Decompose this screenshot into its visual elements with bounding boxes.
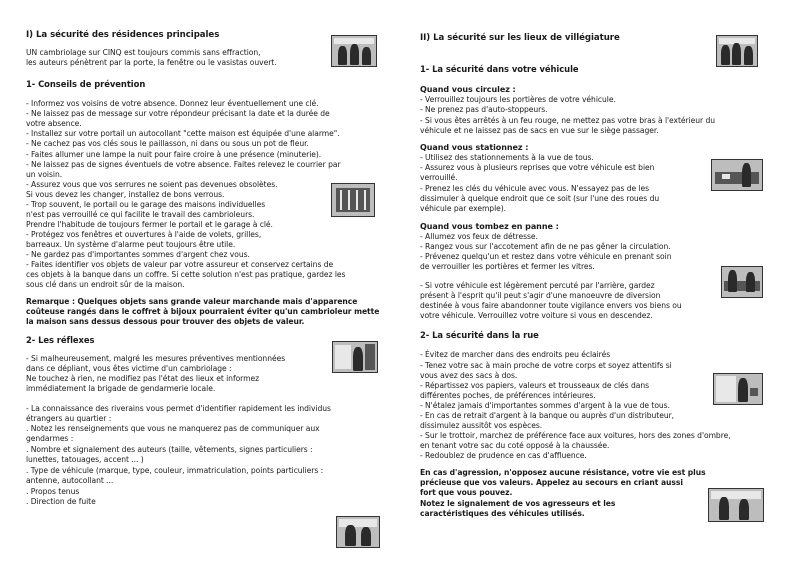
text-line: lunettes, tatouages, accent ... )	[26, 455, 144, 464]
sub-heading-panne: Quand vous tombez en panne :	[420, 222, 559, 231]
text-line: - Sur le trottoir, marchez de préférence face aux voitures, hors des zones d'ombre,	[420, 431, 731, 440]
text-line: - Assurez vous que vos serrures ne soient pas devenues obsolètes.	[26, 180, 278, 189]
text-line: n'est pas verrouillé ce qui facilite le travail des cambrioleurs.	[26, 210, 255, 219]
text-line: - Prévenez quelqu'un et restez dans votre véhicule en prenant soin	[420, 252, 672, 261]
text-line: - Si vous êtes arrêtés à un feu rouge, ne mettez pas votre bras à l'extérieur du	[420, 116, 716, 125]
text-line: verrouillé.	[420, 173, 458, 182]
text-line: - Ne cachez pas vos clés sous le paillasson, ni dans ou sous un pot de fleur.	[26, 139, 309, 148]
text-line: en tenant votre sac du coté opposé à la chaussée.	[420, 441, 610, 450]
text-line: un voisin.	[26, 170, 63, 179]
text-line: votre véhicule. Verrouillez votre voiture si vous en descendez.	[420, 311, 653, 320]
text-line: véhicule et ne laissez pas de sacs en vue sur le siège passager.	[420, 126, 659, 135]
text-line: - Répartissez vos papiers, valeurs et trousseaux de clés dans	[420, 381, 649, 390]
subsection-title-street: 2- La sécurité dans la rue	[420, 330, 539, 340]
sub-heading-stationnez: Quand vous stationnez :	[420, 143, 529, 152]
text-line: . Notez les renseignements que vous ne manquerez pas de communiquer aux	[26, 424, 320, 433]
photo-gendarmes-house	[331, 35, 377, 67]
text-line: - Rangez vous sur l'accotement afin de ne pas gêner la circulation.	[420, 242, 671, 251]
text-line: - Si votre véhicule est légèrement percuté par l'arrière, gardez	[420, 281, 655, 290]
text-line: - En cas de retrait d'argent à la banque ou auprès d'un distributeur,	[420, 411, 675, 420]
text-line: votre absence.	[26, 119, 82, 128]
text-line: - Allumez vos feux de détresse.	[420, 232, 538, 241]
text-line: destinée à vous faire abandonner toute vigilance envers vos biens ou	[420, 301, 682, 310]
text-line: sous clé dans un endroit sûr de la maison.	[26, 280, 185, 289]
warning-line: précieuse que vos valeurs. Appelez au secours en criant aussi	[420, 478, 683, 487]
warning-line: fort que vous pouvez.	[420, 488, 513, 497]
text-line: - Assurez vous à plusieurs reprises que votre véhicule est bien	[420, 163, 655, 172]
photo-gendarme-investigation	[336, 516, 380, 548]
text-line: - N'étalez jamais d'importantes sommes d'argent à la vue de tous.	[420, 401, 670, 410]
text-line: Si vous devez les changer, installez de bons verrous.	[26, 190, 225, 199]
text-line: dans ce dépliant, vous êtes victime d'un cambriolage :	[26, 364, 232, 373]
photo-window-grille	[331, 183, 375, 217]
photo-car-breakdown	[721, 266, 763, 298]
text-line: étrangers au quartier :	[26, 414, 112, 423]
photo-gendarme-door	[332, 341, 378, 373]
subsection-title-reflexes: 2- Les réflexes	[26, 335, 95, 345]
text-line: - Faites identifier vos objets de valeur par votre assureur et conservez certains de	[26, 260, 334, 269]
photo-parked-car	[711, 159, 763, 191]
text-line: Ne touchez à rien, ne modifiez pas l'état des lieux et informez	[26, 374, 260, 383]
text-line: . Direction de fuite	[26, 497, 96, 506]
text-line: - Informez vos voisins de votre absence. Donnez leur éventuellement une clé.	[26, 99, 319, 108]
text-line: dissimulez aussitôt vos espèces.	[420, 421, 543, 430]
text-line: - Prenez les clés du véhicule avec vous. N'essayez pas de les	[420, 184, 650, 193]
text-line: - Ne laissez pas de message sur votre répondeur précisant la date et la durée de	[26, 109, 330, 118]
text-line: immédiatement la brigade de gendarmerie locale.	[26, 384, 216, 393]
remark-line: Remarque : Quelques objets sans grande valeur marchande mais d'apparence	[26, 297, 358, 306]
remark-line: la maison sans dessus dessous pour trouver des objets de valeur.	[26, 317, 305, 326]
text-line: différentes poches, de préférences intérieures.	[420, 391, 596, 400]
text-line: - Faites allumer une lampe la nuit pour faire croire à une présence (minuterie).	[26, 150, 322, 159]
photo-aggression	[708, 488, 764, 522]
text-line: - Utilisez des stationnements à la vue de tous.	[420, 153, 594, 162]
remark-line: coûteuse rangés dans le coffret à bijoux pourraient éviter qu'un cambrioleur mette	[26, 307, 380, 316]
text-line: antenne, autocollant ...	[26, 476, 114, 485]
text-line: vous avez des sacs à dos.	[420, 371, 518, 380]
text-line: - La connaissance des riverains vous permet d'identifier rapidement les individus	[26, 404, 331, 413]
text-line: ces objets à la banque dans un coffre. Si cette solution n'est pas pratique, gardez les	[26, 270, 346, 279]
section-title-villegiature: II) La sécurité sur les lieux de villégiature	[420, 33, 620, 43]
intro-line: les auteurs pénètrent par la porte, la fenêtre ou le vasistas ouvert.	[26, 58, 277, 67]
intro-line: UN cambriolage sur CINQ est toujours commis sans effraction,	[26, 48, 261, 57]
text-line: - Tenez votre sac à main proche de votre corps et soyez attentifs si	[420, 361, 672, 370]
sub-heading-circulez: Quand vous circulez :	[420, 85, 516, 94]
text-line: - Ne laissez pas de signes éventuels de votre absence. Faites relevez le courrier par	[26, 160, 341, 169]
subsection-title-prevention: 1- Conseils de prévention	[26, 79, 146, 89]
text-line: - Verrouillez toujours les portières de votre véhicule.	[420, 95, 616, 104]
text-line: - Redoublez de prudence en cas d'affluence.	[420, 451, 587, 460]
text-line: - Installez sur votre portail un autocollant "cette maison est équipée d'une alarme".	[26, 129, 340, 138]
warning-line: En cas d'agression, n'opposez aucune résistance, votre vie est plus	[420, 468, 706, 477]
warning-line: caractéristiques des véhicules utilisés.	[420, 509, 585, 518]
text-line: - Ne gardez pas d'importantes sommes d'argent chez vous.	[26, 250, 250, 259]
text-line: - Si malheureusement, malgré les mesures préventives mentionnées	[26, 354, 286, 363]
text-line: barreaux. Un système d'alarme peut toujours être utile.	[26, 240, 236, 249]
section-title-residences: I) La sécurité des résidences principales	[26, 30, 220, 40]
text-line: Prendre l'habitude de toujours fermer le portail et le garage à clé.	[26, 220, 273, 229]
text-line: - Protégez vos fenêtres et ouvertures à l'aide de volets, grilles,	[26, 230, 262, 239]
text-line: véhicule par exemple).	[420, 204, 507, 213]
text-line: de verrouiller les portières et fermer les vitres.	[420, 262, 595, 271]
photo-gendarmes-people	[716, 35, 758, 67]
warning-line: Notez le signalement de vos agresseurs et les	[420, 499, 616, 508]
text-line: dissimuler à quelque endroit que ce soit (sur l'une des roues du	[420, 194, 660, 203]
text-line: - Évitez de marcher dans des endroits peu éclairés	[420, 350, 611, 359]
text-line: . Nombre et signalement des auteurs (taille, vêtements, signes particuliers :	[26, 445, 313, 454]
text-line: gendarmes :	[26, 434, 74, 443]
page-fold	[400, 0, 401, 566]
text-line: - Trop souvent, le portail ou le garage des maisons individuelles	[26, 200, 266, 209]
photo-street-bag	[713, 373, 763, 405]
text-line: - Ne prenez pas d'auto-stoppeurs.	[420, 105, 548, 114]
subsection-title-vehicle: 1- La sécurité dans votre véhicule	[420, 64, 579, 74]
text-line: . Propos tenus	[26, 487, 80, 496]
text-line: présent à l'esprit qu'il peut s'agir d'une manoeuvre de diversion	[420, 291, 661, 300]
text-line: . Type de véhicule (marque, type, couleur, immatriculation, points particuliers :	[26, 466, 324, 475]
